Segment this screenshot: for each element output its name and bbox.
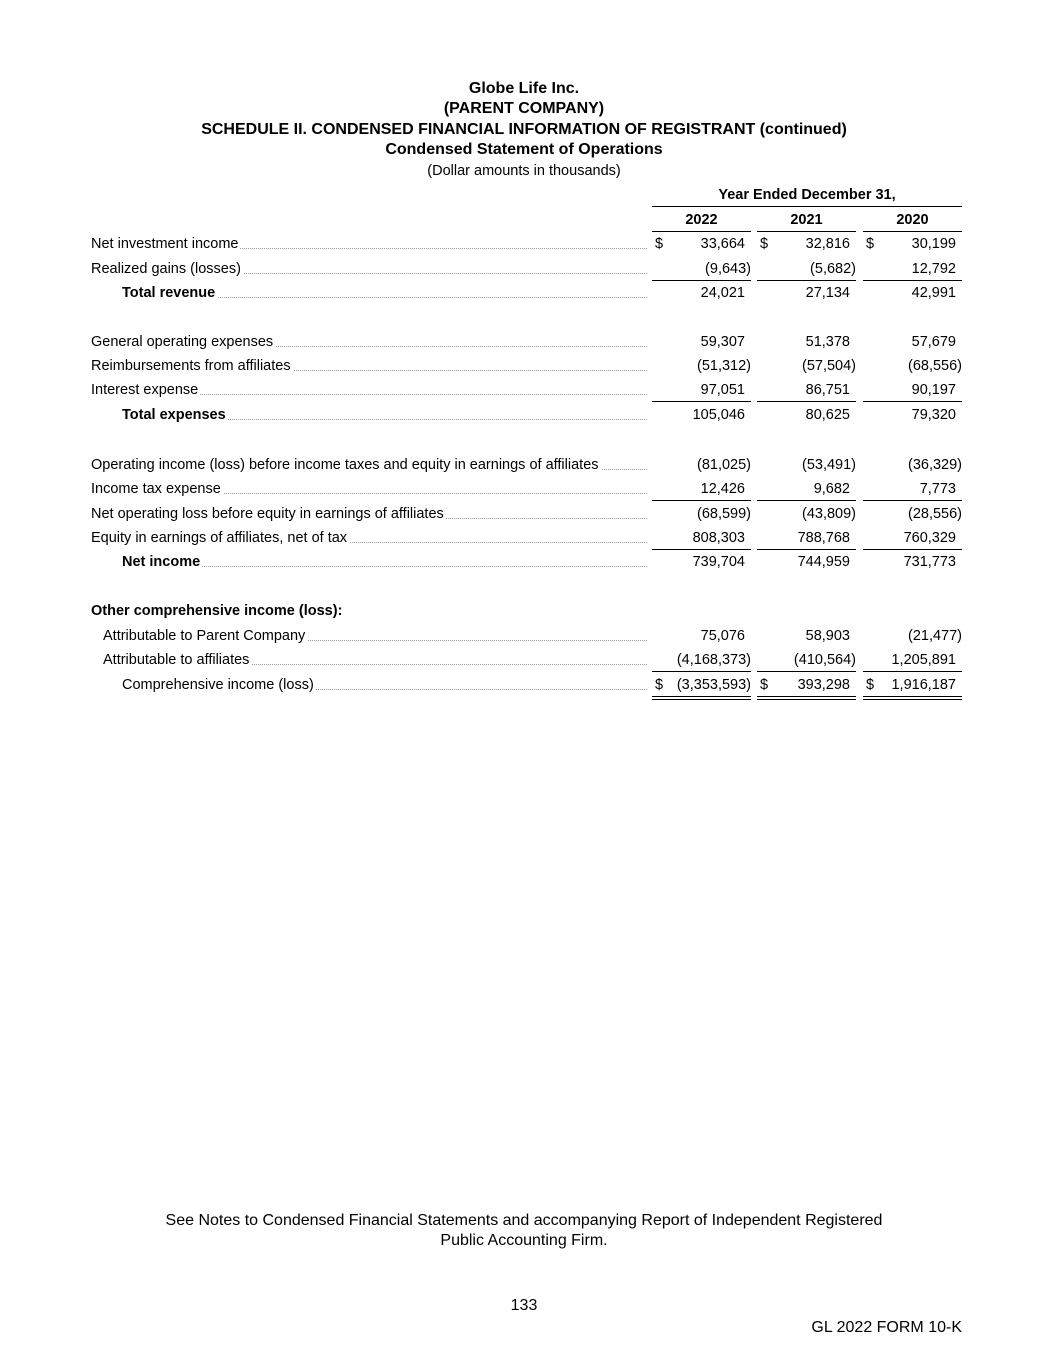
value-cell: 105,046 [692, 407, 745, 423]
value-cell: 51,378 [805, 334, 850, 350]
value-cell: $ 393,298 [757, 675, 856, 700]
row-label: Realized gains (losses) [91, 259, 647, 279]
table-row [0, 380, 1048, 402]
value-cell: 90,197 [863, 380, 962, 402]
col-header-2020: 2020 [863, 211, 962, 232]
value-cell: 9,682 [757, 479, 856, 501]
footnote-line-1: See Notes to Condensed Financial Statements and accompanying Report of Independent Registered [165, 1212, 883, 1229]
col-header-2021: 2021 [757, 211, 856, 232]
value-cell: 75,076 [700, 628, 745, 644]
value-cell: (43,809) [801, 506, 856, 522]
footnote [0, 1211, 1048, 1251]
table-row [0, 234, 1048, 256]
value-cell: $ 33,664 [655, 236, 745, 252]
table-row [0, 479, 1048, 501]
table-row [0, 259, 1048, 281]
row-label: Net investment income [91, 234, 647, 254]
units-note: (Dollar amounts in thousands) [427, 163, 621, 179]
value-cell: (5,682) [757, 259, 856, 281]
value-cell: 731,773 [903, 554, 956, 570]
value-cell: 57,679 [911, 334, 956, 350]
value-cell: (4,168,373) [652, 650, 751, 672]
row-label: Income tax expense [91, 479, 647, 499]
value-cell: 7,773 [863, 479, 962, 501]
statement-title: Condensed Statement of Operations [385, 141, 663, 158]
table-row [0, 650, 1048, 672]
footnote-line-2: Public Accounting Firm. [440, 1232, 608, 1249]
value-cell: 27,134 [805, 285, 850, 301]
table-row [0, 455, 1048, 477]
value-cell: 808,303 [652, 528, 751, 550]
value-cell: 97,051 [652, 380, 751, 402]
year-group-header: Year Ended December 31, [652, 186, 962, 207]
value-cell: 80,625 [805, 407, 850, 423]
row-label: Reimbursements from affiliates [91, 356, 647, 376]
value-cell: $ (3,353,593) [652, 675, 751, 700]
table-row [0, 356, 1048, 378]
table-row [0, 332, 1048, 354]
value-cell: 12,426 [652, 479, 751, 501]
row-label: Net operating loss before equity in earnings of affiliates [91, 504, 647, 524]
row-label: Total expenses [122, 405, 647, 425]
value-cell: 86,751 [757, 380, 856, 402]
value-cell: 42,991 [911, 285, 956, 301]
row-label: Total revenue [122, 283, 647, 303]
row-label: Comprehensive income (loss) [122, 675, 647, 695]
row-label: Operating income (loss) before income taxes and equity in earnings of affiliates [91, 455, 647, 475]
row-label: Attributable to Parent Company [103, 626, 647, 646]
value-cell: 58,903 [805, 628, 850, 644]
page-number: 133 [510, 1297, 538, 1314]
value-cell: 788,768 [757, 528, 856, 550]
value-cell: (28,556) [907, 506, 962, 522]
table-row [0, 675, 1048, 697]
value-cell: (68,599) [696, 506, 751, 522]
table-row [0, 405, 1048, 427]
row-label: Net income [122, 552, 647, 572]
value-cell: 760,329 [863, 528, 962, 550]
value-cell: 1,205,891 [863, 650, 962, 672]
entity-label: (PARENT COMPANY) [443, 100, 605, 117]
col-header-2022: 2022 [652, 211, 751, 232]
value-cell: 739,704 [692, 554, 745, 570]
row-label: Other comprehensive income (loss): [91, 603, 343, 619]
value-cell: 12,792 [863, 259, 962, 281]
value-cell: 744,959 [797, 554, 850, 570]
row-label: Attributable to affiliates [103, 650, 647, 670]
company-name: Globe Life Inc. [468, 80, 580, 97]
value-cell: $ 1,916,187 [863, 675, 962, 700]
table-row [0, 283, 1048, 305]
row-label: General operating expenses [91, 332, 647, 352]
form-label: GL 2022 FORM 10-K [811, 1319, 962, 1336]
value-cell: (81,025) [696, 457, 751, 473]
table-row [0, 552, 1048, 574]
value-cell: (51,312) [696, 358, 751, 374]
section-heading [0, 601, 1048, 623]
value-cell: $ 32,816 [760, 236, 850, 252]
value-cell: (9,643) [652, 259, 751, 281]
row-label: Equity in earnings of affiliates, net of tax [91, 528, 647, 548]
value-cell: 24,021 [700, 285, 745, 301]
value-cell: (36,329) [907, 457, 962, 473]
value-cell: (53,491) [801, 457, 856, 473]
row-label: Interest expense [91, 380, 647, 400]
table-row [0, 528, 1048, 550]
value-cell: (21,477) [907, 628, 962, 644]
value-cell: 59,307 [700, 334, 745, 350]
value-cell: (68,556) [907, 358, 962, 374]
value-cell: 79,320 [911, 407, 956, 423]
value-cell: (57,504) [801, 358, 856, 374]
schedule-title: SCHEDULE II. CONDENSED FINANCIAL INFORMATION OF REGISTRANT (continued) [201, 121, 847, 138]
table-row [0, 504, 1048, 526]
value-cell: $ 30,199 [866, 236, 956, 252]
table-row [0, 626, 1048, 648]
value-cell: (410,564) [757, 650, 856, 672]
